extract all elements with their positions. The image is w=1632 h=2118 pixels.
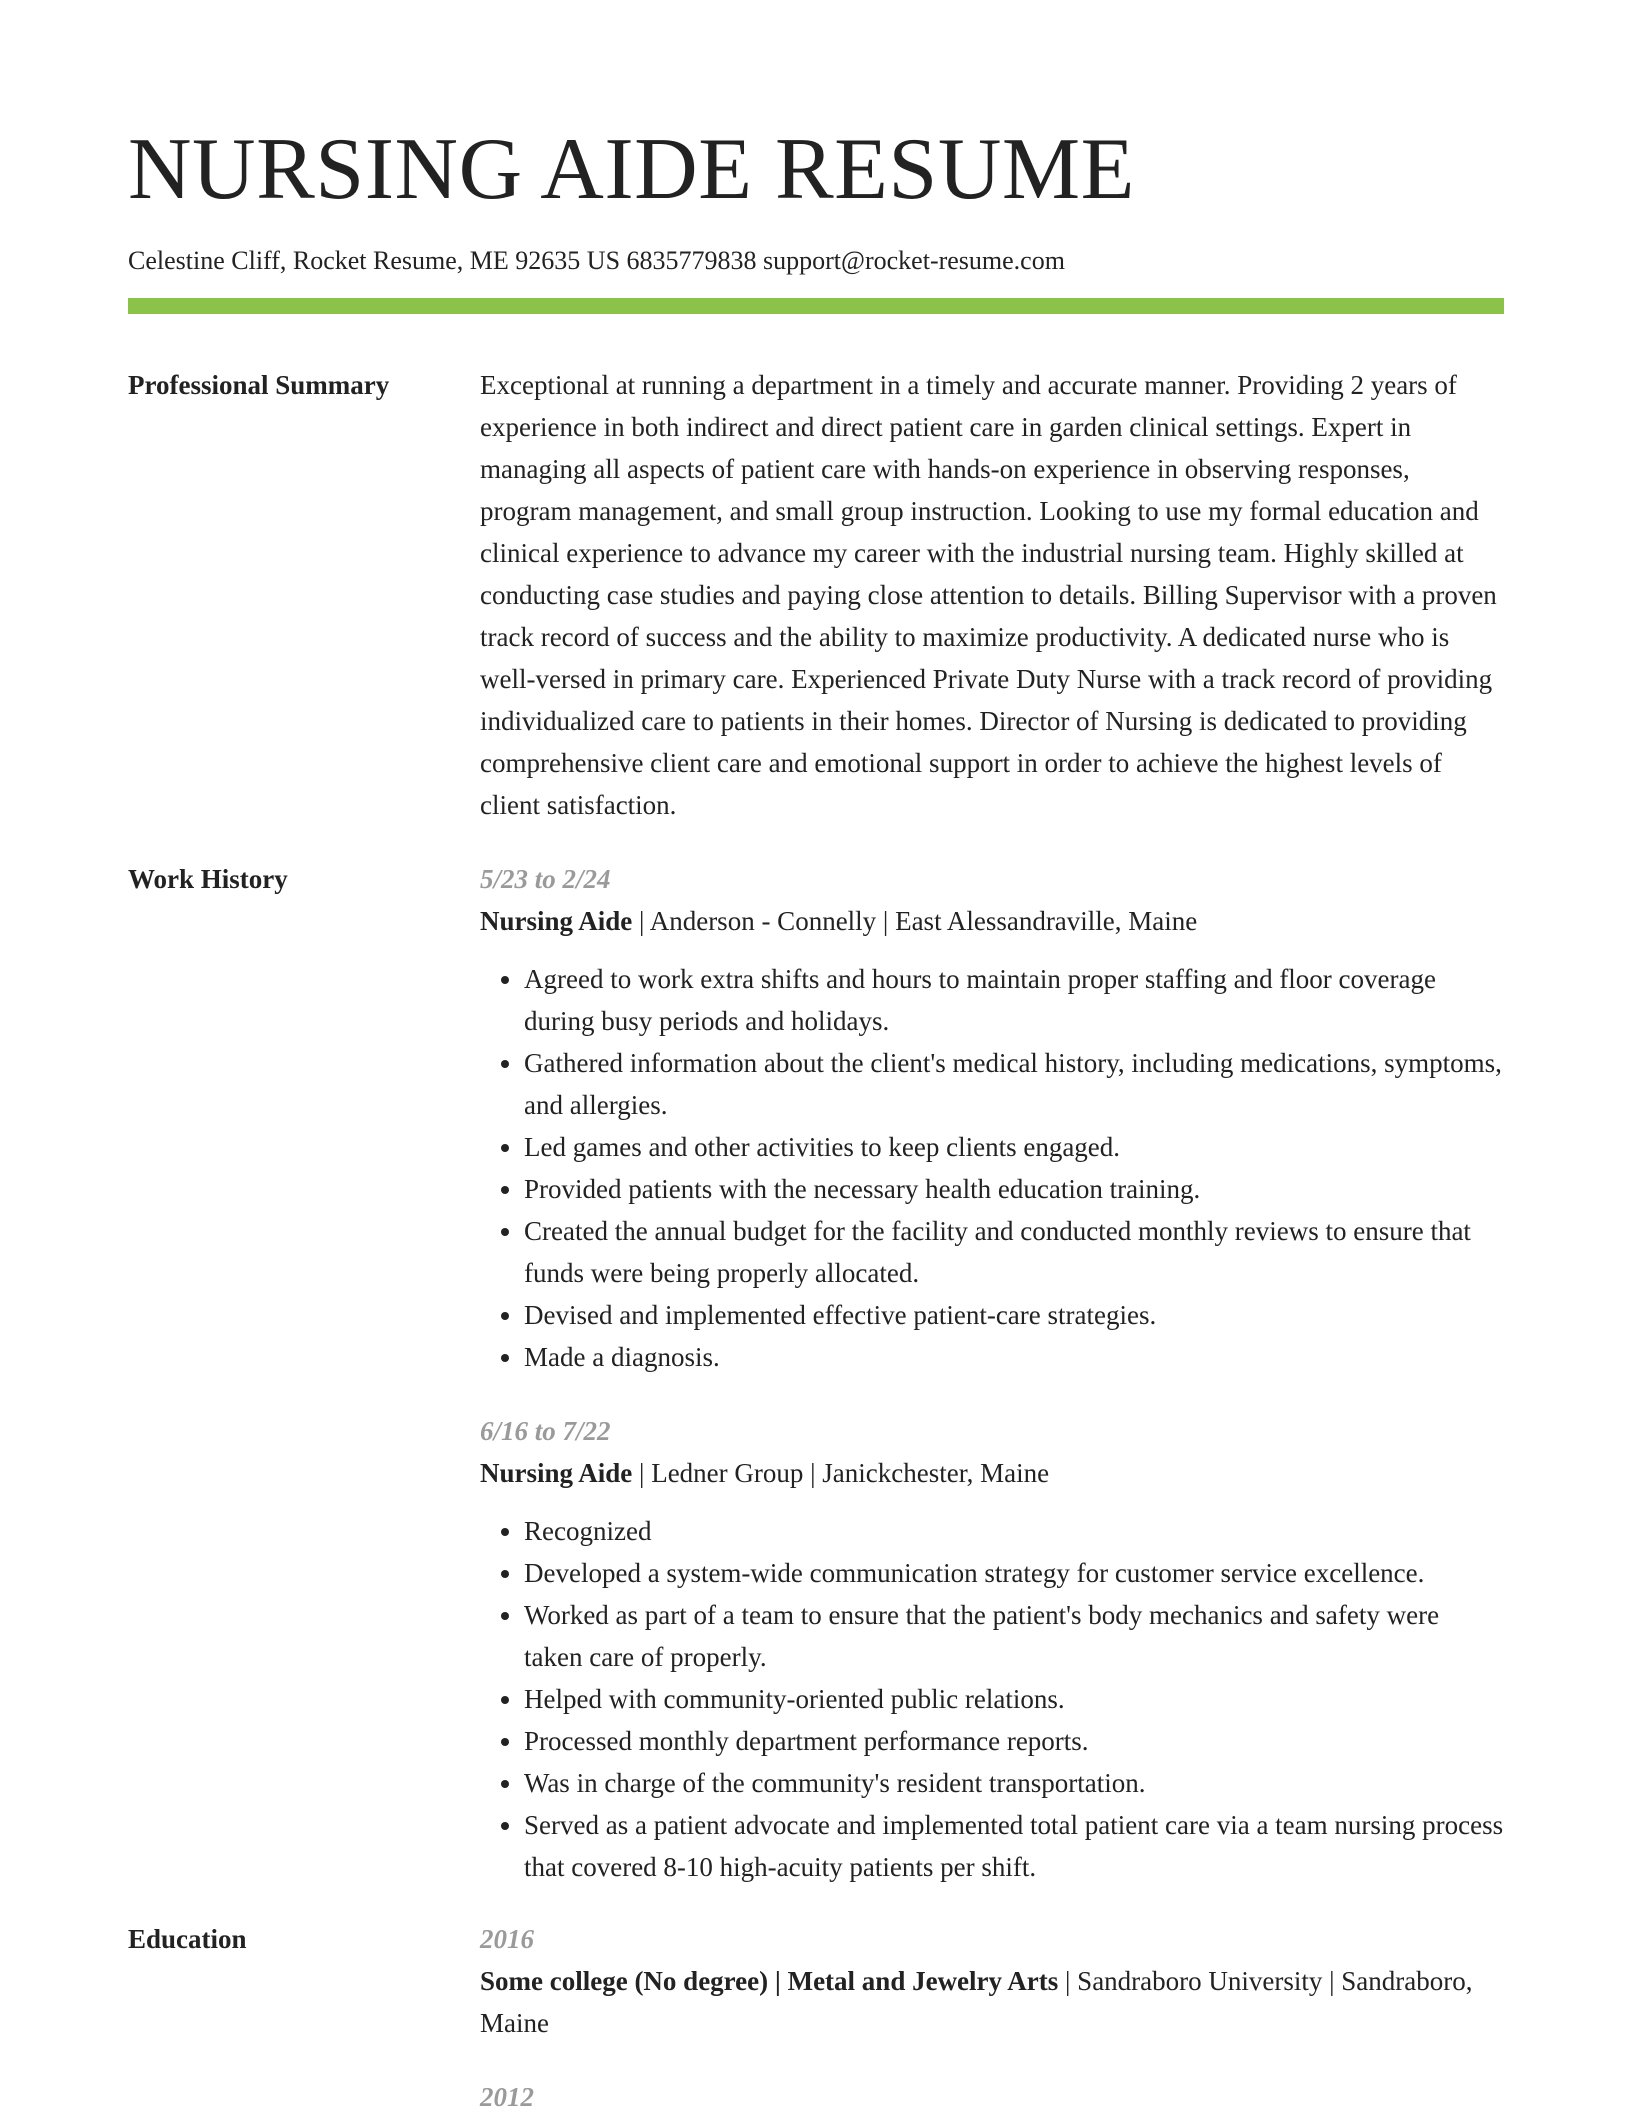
job-entry <box>480 1410 1504 1888</box>
job-employer-location: | Anderson - Connelly | East Alessandraville, Maine <box>632 906 1198 936</box>
summary-text: Exceptional at running a department in a timely and accurate manner. Providing 2 years of experience in both indirect and direct patient care in garden clinical settings. Expert in managing all aspects of patient care with hands-on experience in observing responses, program management, and small group instruction. Looking to use my formal education and clinical experience to advance my career with the industrial nursing team. Highly skilled at conducting case studies and paying close attention to details. Billing Supervisor with a proven track record of success and the ability to maximize productivity. A dedicated nurse who is well-versed in primary care. Experienced Private Duty Nurse with a track record of providing individualized care to patients in their homes. Director of Nursing is dedicated to providing comprehensive client care and emotional support in order to achieve the highest levels of client satisfaction. <box>480 370 1497 820</box>
job-bullet: • Was in charge of the community's resident transportation. <box>524 1762 1504 1804</box>
job-bullet: • Made a diagnosis. <box>524 1336 1504 1378</box>
job-dates: 6/16 to 7/22 <box>480 1416 611 1446</box>
job-bullet-list <box>480 958 1504 1378</box>
job-employer-location: | Ledner Group | Janickchester, Maine <box>632 1458 1050 1488</box>
job-title: Nursing Aide <box>480 1458 633 1488</box>
education-heading <box>480 1960 1504 2044</box>
work-history-label: Work History <box>128 864 288 894</box>
resume-page <box>128 0 1504 2118</box>
job-bullet: • Provided patients with the necessary health education training. <box>524 1168 1504 1210</box>
job-entry <box>480 858 1504 1378</box>
job-bullet: • Developed a system-wide communication strategy for customer service excellence. <box>524 1552 1504 1594</box>
contact-line: Celestine Cliff, Rocket Resume, ME 92635 US 6835779838 support@rocket-resume.com <box>128 246 1065 275</box>
job-bullet: • Led games and other activities to keep clients engaged. <box>524 1126 1504 1168</box>
header-divider <box>128 298 1504 314</box>
job-bullet: • Worked as part of a team to ensure that the patient's body mechanics and safety were taken care of properly. <box>524 1594 1504 1678</box>
job-bullet: • Agreed to work extra shifts and hours to maintain proper staffing and floor coverage during busy periods and holidays. <box>524 958 1504 1042</box>
job-bullet: • Created the annual budget for the facility and conducted monthly reviews to ensure that funds were being properly allocated. <box>524 1210 1504 1294</box>
job-bullet: • Gathered information about the client's medical history, including medications, symptoms, and allergies. <box>524 1042 1504 1126</box>
summary-label: Professional Summary <box>128 370 390 400</box>
work-history-section <box>128 858 1504 1888</box>
job-bullet: • Helped with community-oriented public relations. <box>524 1678 1504 1720</box>
job-dates: 5/23 to 2/24 <box>480 864 611 894</box>
education-degree: Some college (No degree) | Metal and Jewelry Arts <box>480 1966 1059 1996</box>
education-school-location: | Sandraboro University | Sandraboro, Maine <box>480 1966 1473 2038</box>
summary-section <box>128 364 1504 826</box>
job-bullet-list <box>480 1510 1504 1888</box>
education-entry <box>480 1918 1504 2044</box>
job-bullet: • Devised and implemented effective patient-care strategies. <box>524 1294 1504 1336</box>
education-label: Education <box>128 1924 247 1954</box>
job-title: Nursing Aide <box>480 906 633 936</box>
resume-title: NURSING AIDE RESUME <box>128 121 1135 218</box>
job-bullet: • Recognized <box>524 1510 1504 1552</box>
job-bullet: • Processed monthly department performance reports. <box>524 1720 1504 1762</box>
education-section <box>128 1918 1504 2118</box>
education-year: 2016 <box>480 1924 534 1954</box>
job-heading <box>480 900 1504 942</box>
education-year: 2012 <box>480 2082 534 2112</box>
job-bullet: • Served as a patient advocate and implemented total patient care via a team nursing process that covered 8-10 high-acuity patients per shift. <box>524 1804 1504 1888</box>
job-heading <box>480 1452 1504 1494</box>
